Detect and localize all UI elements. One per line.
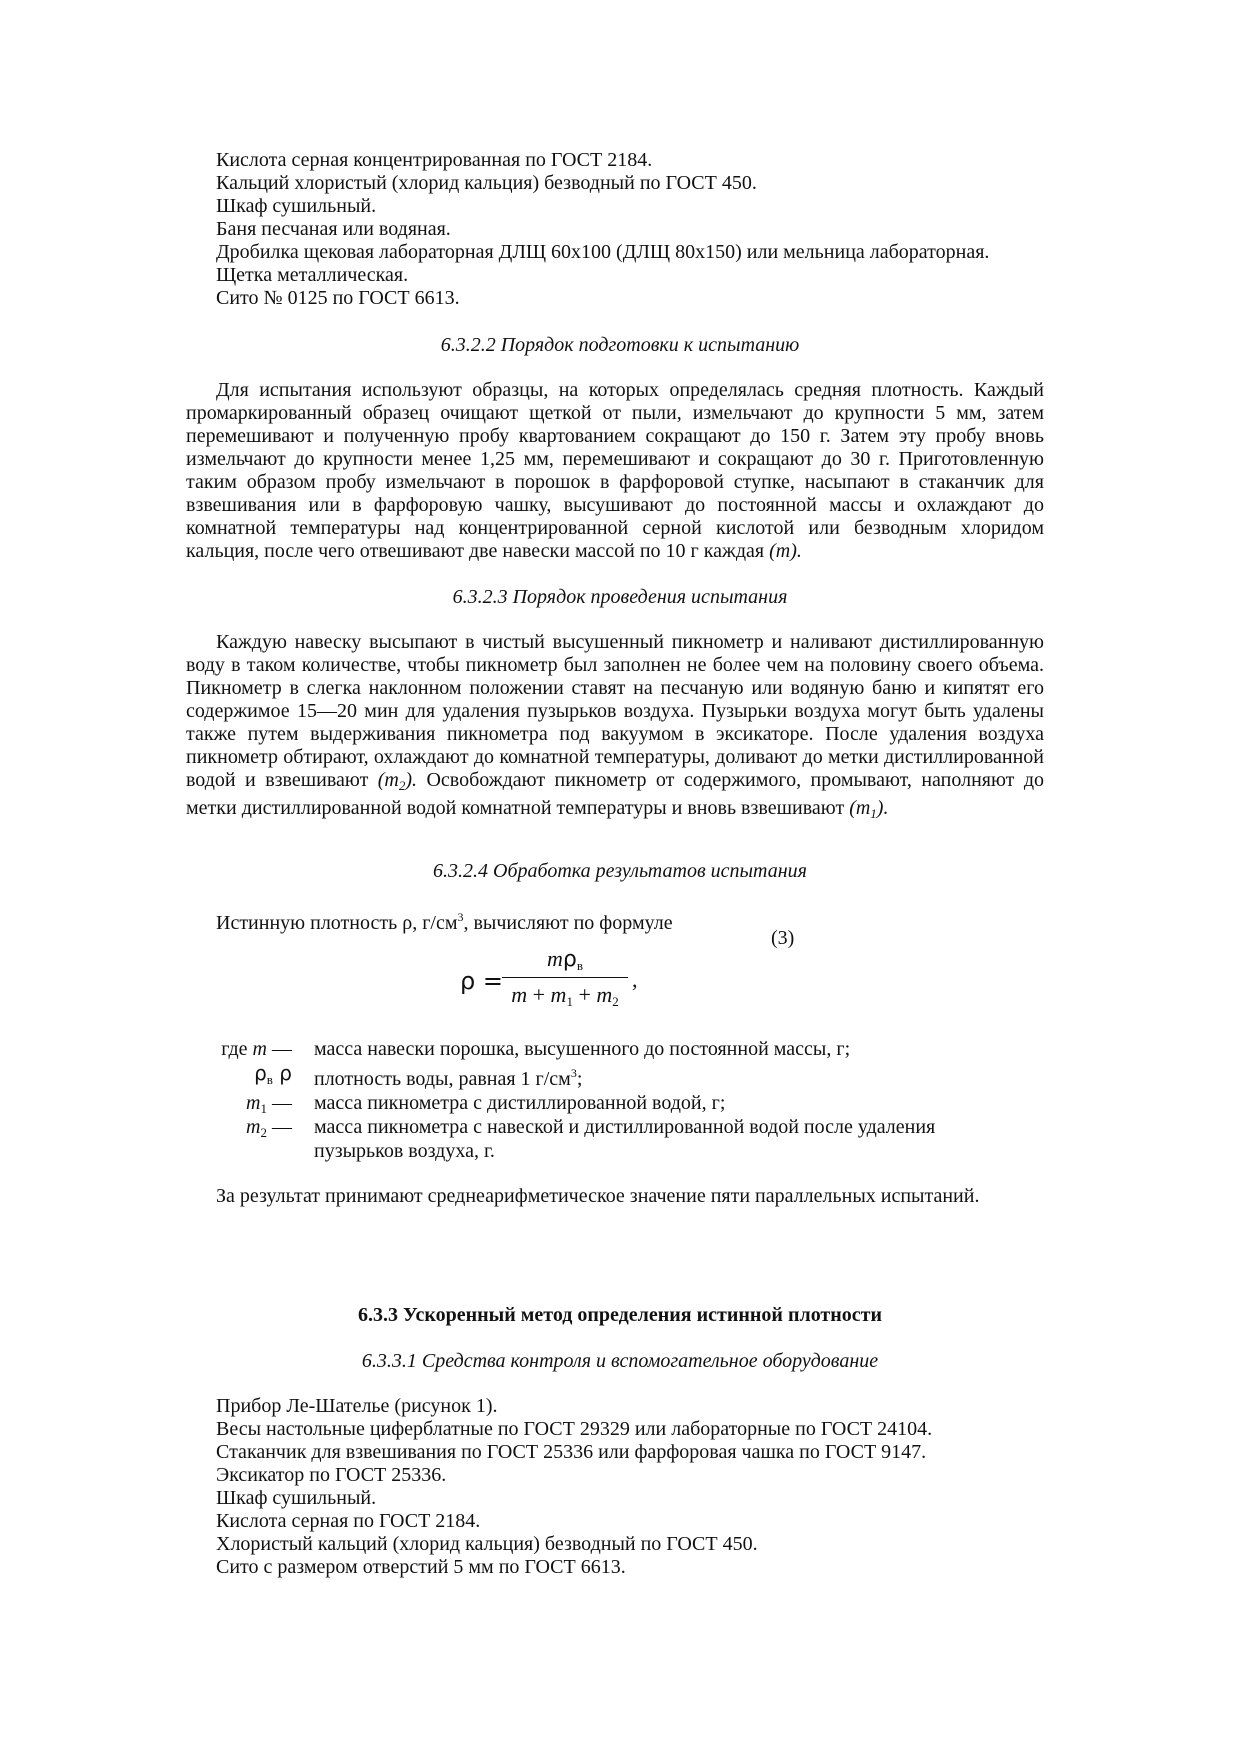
equipment-list-fast	[216, 1395, 932, 1579]
list-item: Баня песчаная или водяная.	[216, 218, 451, 240]
variable-definitions	[200, 1037, 1000, 1163]
definition-text: масса навески порошка, высушенного до постоянной массы, г;	[314, 1038, 851, 1060]
section-heading-equipment: 6.3.3.1 Средства контроля и вспомогательное оборудование	[361, 1350, 879, 1372]
mass-symbol-m2: $(m_2)$.	[377, 769, 418, 793]
equation-number: (3)	[771, 927, 795, 949]
list-item: Стаканчик для взвешивания по ГОСТ 25336 или фарфоровая чашка по ГОСТ 9147.	[216, 1441, 927, 1463]
paragraph-preparation	[186, 379, 1044, 563]
paragraph-text: Для испытания используют образцы, на которых определялась средняя плотность. Каждый промаркированный образец очищают щеткой от пыли, измельчают до крупности 5 мм, затем перемешивают и полученную пробу квартованием сокращают до 150 г. Затем эту пробу вновь измельчают до крупности менее 1,25 мм, перемешивают и сокращают до 30 г. Приготовленную таким образом пробу измельчают в порошок в фарфоровой ступке, насыпают в стаканчик для взвешивания или в фарфоровую чашку, высушивают до постоянной массы и охлаждают до комнатной температуры над концентрированной серной кислотой или безводным хлоридом кальция, после чего отвешивают две навески массой по 10 г каждая	[186, 379, 1044, 562]
list-item: Шкаф сушильный.	[216, 1487, 377, 1509]
paragraph-text-a: Каждую навеску высыпают в чистый высушенный пикнометр и наливают дистиллированную воду в таком количестве, чтобы пикнометр был заполнен не более чем на половину своего объема. Пикнометр в слегка наклонном положении ставят на песчаную или водяную баню и кипятят его содержимое 15—20 мин для удаления пузырьков воздуха. Пузырьки воздуха могут быть удалены также путем выдерживания пикнометра под вакуумом в эксикаторе. После удаления воздуха пикнометр обтирают, охлаждают до комнатной температуры, доливают до метки дистиллированной водой и взвешивают	[186, 631, 1044, 791]
definition-row	[200, 1061, 1000, 1091]
definition-symbol: $\rho_в$ ρ	[254, 1061, 292, 1087]
mass-symbol-m1: $(m_1)$.	[849, 797, 889, 821]
list-item: Шкаф сушильный.	[216, 195, 377, 217]
definition-symbol: $m_2$ —	[246, 1116, 292, 1140]
definition-symbol: где m —	[221, 1038, 292, 1060]
list-item: Щетка металлическая.	[216, 264, 409, 286]
list-item: Хлористый кальций (хлорид кальция) безводный по ГОСТ 450.	[216, 1533, 758, 1555]
section-heading-procedure: 6.3.2.3 Порядок проведения испытания	[452, 586, 788, 608]
section-heading-preparation: 6.3.2.2 Порядок подготовки к испытанию	[440, 334, 800, 356]
list-item: Кислота серная по ГОСТ 2184.	[216, 1510, 481, 1532]
definition-row	[200, 1091, 1000, 1115]
definition-row	[200, 1115, 1000, 1163]
list-item: Прибор Ле-Шателье (рисунок 1).	[216, 1395, 498, 1417]
formula-fraction	[502, 945, 628, 1016]
definition-text: масса пикнометра с дистиллированной водой, г;	[314, 1092, 726, 1114]
list-item: Кальций хлористый (хлорид кальция) безводный по ГОСТ 450.	[216, 172, 757, 194]
formula-intro: Истинную плотность ρ, $г/см^3$, вычисляют по формуле	[216, 910, 673, 934]
list-item: Кислота серная концентрированная по ГОСТ 2184.	[216, 149, 653, 171]
mass-symbol-m: (m).	[769, 540, 802, 562]
results-conclusion: За результат принимают среднеарифметическое значение пяти параллельных испытаний.	[216, 1185, 980, 1207]
definition-row	[200, 1037, 1000, 1061]
list-item: Сито с размером отверстий 5 мм по ГОСТ 6613.	[216, 1556, 626, 1578]
formula-denominator: $m + m_1 + m_2$	[511, 982, 619, 1009]
definition-text: масса пикнометра с навеской и дистиллированной водой после удаления пузырьков воздуха, г.	[314, 1116, 936, 1162]
formula-numerator: $m\rho_в$	[547, 946, 583, 973]
density-formula: ρ = $m\rho_в$ $m + m_1 + m_2$ ,	[460, 945, 660, 1025]
equipment-list-top	[216, 149, 989, 310]
section-heading-results: 6.3.2.4 Обработка результатов испытания	[433, 860, 807, 882]
fraction-bar	[502, 977, 628, 978]
list-item: Весы настольные циферблатные по ГОСТ 29329 или лабораторные по ГОСТ 24104.	[216, 1418, 933, 1440]
section-heading-fast-method: 6.3.3 Ускоренный метод определения истинной плотности	[357, 1304, 883, 1326]
definition-text: плотность воды, равная 1 $г/см^3$;	[314, 1066, 583, 1090]
formula-lhs: ρ =	[460, 967, 503, 995]
paragraph-text-b: Освобождают пикнометр от содержимого, промывают, наполняют до метки дистиллированной водой комнатной температуры и вновь взвешивают	[186, 769, 1045, 819]
paragraph-procedure	[186, 631, 1044, 825]
list-item: Сито № 0125 по ГОСТ 6613.	[216, 287, 460, 309]
list-item: Дробилка щековая лабораторная ДЛЩ 60х100 (ДЛЩ 80х150) или мельница лабораторная.	[216, 241, 990, 263]
list-item: Эксикатор по ГОСТ 25336.	[216, 1464, 447, 1486]
definition-symbol: $m_1$ —	[246, 1092, 292, 1116]
